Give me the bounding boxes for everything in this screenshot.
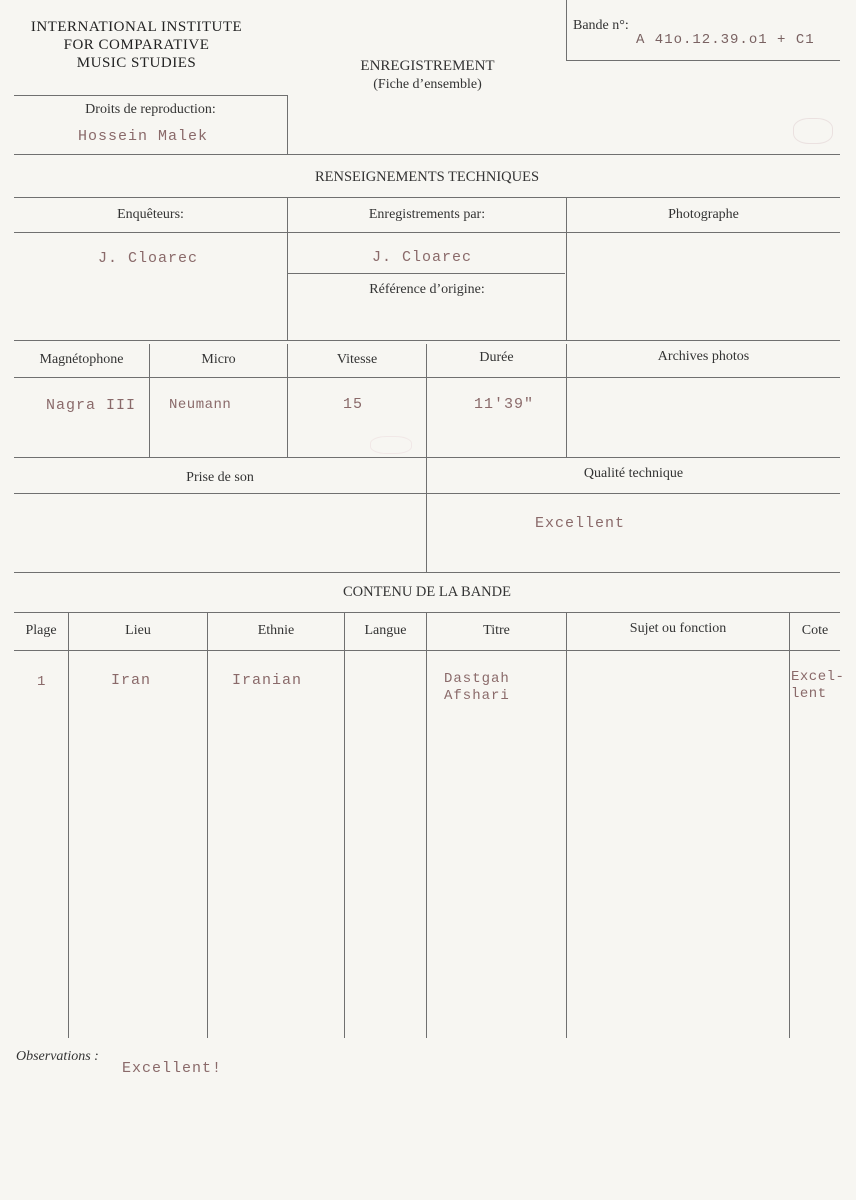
enqueteurs-label: Enquêteurs: <box>117 207 184 222</box>
plage-cell: 1 <box>37 674 47 690</box>
ethnie-cell: Iranian <box>232 672 303 689</box>
archives-photos-label: Archives photos <box>657 349 750 364</box>
rights-holder: Hossein Malek <box>78 128 209 145</box>
cote-line-2: lent <box>791 686 827 702</box>
vitesse-label: Vitesse <box>336 352 378 367</box>
duree-label: Durée <box>479 350 514 365</box>
lieu-cell: Iran <box>111 672 152 689</box>
column-header-ethnie: Ethnie <box>257 623 295 638</box>
column-header-sujet-ou-fonction: Sujet ou fonction <box>629 621 727 636</box>
cote-line-1: Excel- <box>791 669 845 685</box>
technical-section-title: RENSEIGNEMENTS TECHNIQUES <box>314 169 540 185</box>
titre-line-1: Dastgah <box>444 671 510 687</box>
paper-mark <box>793 118 833 144</box>
column-header-plage: Plage <box>25 623 57 638</box>
enqueteurs-value: J. Cloarec <box>98 250 199 267</box>
reference-label: Référence d’origine: <box>369 282 485 297</box>
paper-mark <box>370 436 412 454</box>
bande-label: Bande n°: <box>573 18 629 33</box>
observations-value: Excellent! <box>122 1060 223 1077</box>
duree-value: 11'39" <box>474 396 535 413</box>
column-header-titre: Titre <box>483 623 510 638</box>
form-title: ENREGISTREMENT <box>360 58 495 74</box>
bande-number: A 41o.12.39.o1 + C1 <box>636 32 815 48</box>
rights-label: Droits de reproduction: <box>85 102 216 117</box>
qualite-technique-label: Qualité technique <box>583 466 684 481</box>
cote-cell <box>791 669 844 703</box>
magnetophone-label: Magnétophone <box>39 352 124 367</box>
column-header-lieu: Lieu <box>125 623 151 638</box>
prise-de-son-label: Prise de son <box>186 470 254 485</box>
titre-line-2: Afshari <box>444 688 510 704</box>
magnetophone-value: Nagra III <box>46 397 137 414</box>
observations-label: Observations : <box>16 1049 99 1064</box>
vitesse-value: 15 <box>343 396 364 413</box>
column-header-langue: Langue <box>364 623 407 638</box>
micro-label: Micro <box>201 352 236 367</box>
content-section-title: CONTENU DE LA BANDE <box>343 584 511 600</box>
enregistrements-label: Enregistrements par: <box>368 207 486 222</box>
institute-line-3: MUSIC STUDIES <box>76 55 197 71</box>
column-header-cote: Cote <box>801 623 829 638</box>
qualite-technique-value: Excellent <box>535 515 626 532</box>
institute-name <box>14 18 259 72</box>
titre-cell <box>444 671 510 705</box>
institute-line-2: FOR COMPARATIVE <box>63 37 210 53</box>
institute-line-1: INTERNATIONAL INSTITUTE <box>30 19 243 35</box>
photographe-label: Photographe <box>668 207 739 222</box>
form-subtitle: (Fiche d’ensemble) <box>373 77 482 92</box>
enregistrements-value: J. Cloarec <box>372 249 473 266</box>
micro-value: Neumann <box>169 397 232 413</box>
